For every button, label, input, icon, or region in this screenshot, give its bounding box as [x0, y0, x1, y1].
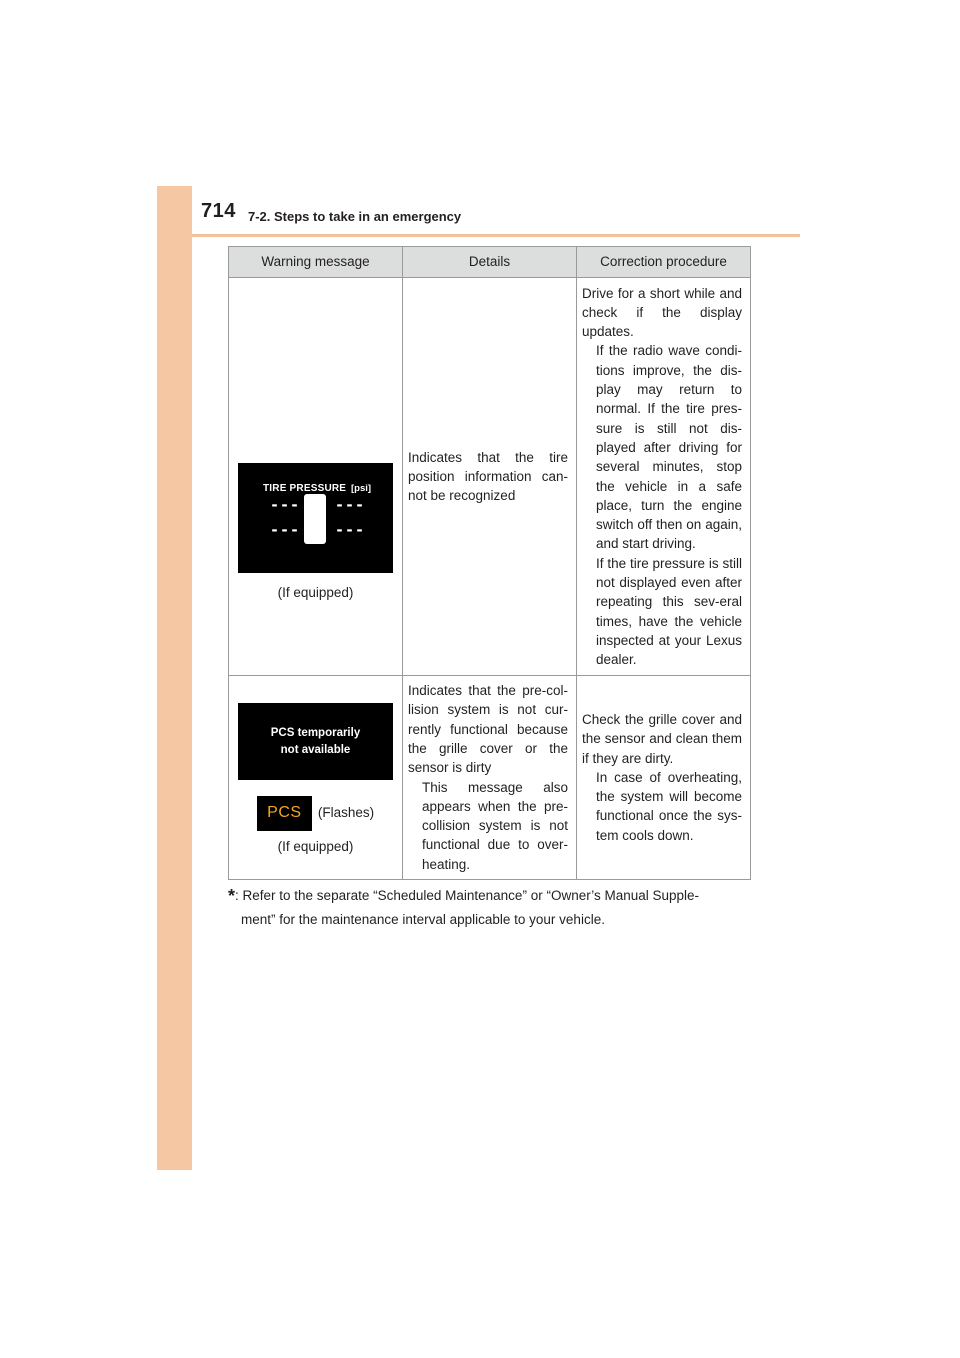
tire-correction-note-2: If the tire pressure is still not displayed even after repeating this sev-eral times, have the vehicle inspected at your Lexus dealer. — [596, 555, 742, 668]
if-equipped-caption: (If equipped) — [277, 838, 354, 854]
header-details: Details — [403, 247, 577, 278]
tire-pressure-display-image — [238, 463, 393, 573]
if-equipped-caption: (If equipped) — [277, 584, 354, 600]
pcs-correction-note: In case of overheating, the system will become functional once the sys-tem cools down. — [596, 769, 742, 843]
tire-dash-front-right: --- — [335, 496, 366, 515]
tire-dash-rear-right: --- — [335, 521, 366, 540]
header-warning-message: Warning message — [229, 247, 403, 278]
pcs-details-main: Indicates that the pre-col-lision system is not cur-rently functional because the grille cover or the sensor is dirty — [408, 683, 568, 776]
pcs-warning-cell — [229, 676, 403, 880]
pcs-details-note: This message also appears when the pre-collision system is not functional due to over-heating. — [422, 779, 568, 872]
pcs-correction-main: Check the grille cover and the sensor and clean them if they are dirty. — [582, 711, 742, 766]
header-correction-procedure: Correction procedure — [577, 247, 751, 278]
tire-display-unit: [psi] — [351, 483, 372, 495]
vehicle-silhouette-icon — [304, 494, 326, 544]
tire-dash-rear-left: --- — [270, 521, 301, 540]
table-row — [229, 676, 751, 880]
tire-dash-front-left: --- — [270, 496, 301, 515]
page-number: 714 — [201, 200, 236, 222]
pcs-correction-cell — [577, 676, 751, 880]
tire-pressure-warning-cell — [229, 278, 403, 676]
pcs-details-cell — [403, 676, 577, 880]
flashes-note: (Flashes) — [317, 805, 375, 821]
page-header — [192, 186, 800, 237]
tire-details-cell — [403, 278, 577, 676]
footnote-marker: * — [228, 886, 236, 906]
footnote — [228, 884, 750, 931]
warning-message-table — [228, 246, 751, 880]
footnote-continuation: ment” for the maintenance interval applicable to your vehicle. — [241, 912, 605, 927]
side-band — [157, 186, 192, 1170]
pcs-display-line-2: not available — [280, 744, 351, 757]
pcs-display-line-1: PCS temporarily — [270, 727, 361, 740]
table-row — [229, 278, 751, 676]
section-title: 7-2. Steps to take in an emergency — [248, 209, 462, 224]
pcs-display-image — [238, 703, 393, 780]
footnote-text: : Refer to the separate “Scheduled Maintenance” or “Owner’s Manual Supple- — [235, 888, 700, 903]
tire-correction-cell — [577, 278, 751, 676]
tire-details-text: Indicates that the tire position information can-not be recognized — [408, 449, 568, 504]
table-header-row — [229, 247, 751, 278]
tire-correction-note-1: If the radio wave condi-tions improve, the dis-play may return to normal. If the tire pres-sure is still not dis-played after driving for several minutes, stop the vehicle in a safe place, turn the engine switch off then on again, and start driving. — [596, 343, 742, 552]
tire-display-title: TIRE PRESSURE — [263, 483, 347, 495]
tire-correction-main: Drive for a short while and check if the display updates. — [582, 285, 742, 340]
pcs-indicator-icon: PCS — [257, 796, 312, 831]
